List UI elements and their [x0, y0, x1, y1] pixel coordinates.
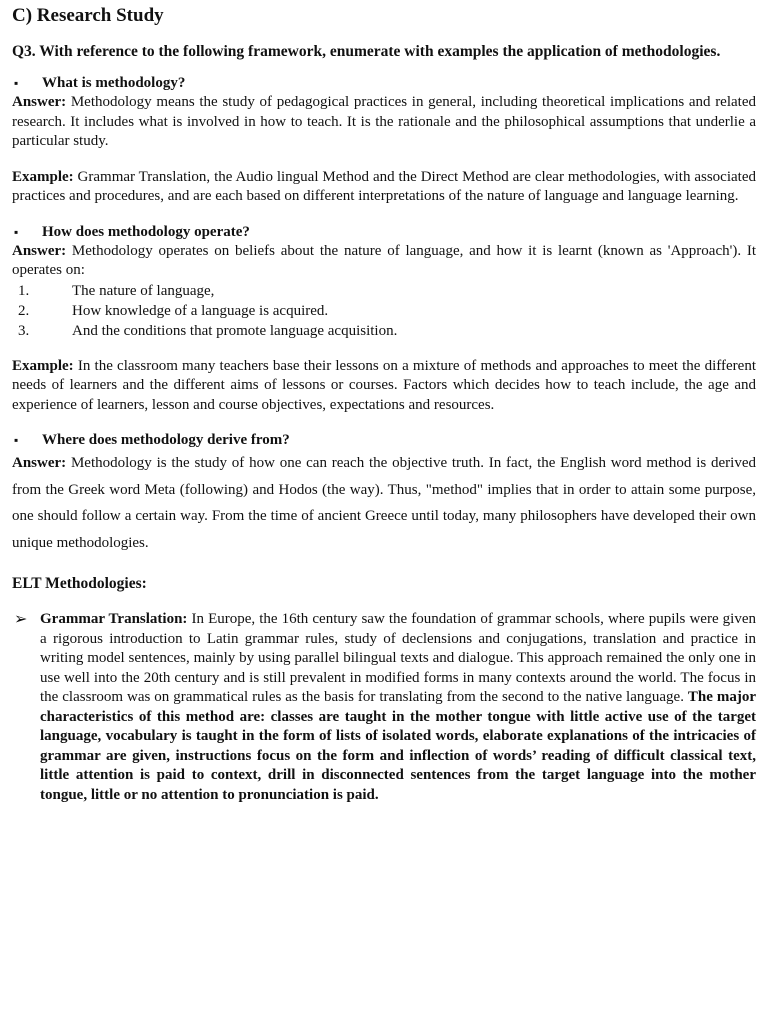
list-item	[12, 321, 756, 341]
list-item	[12, 301, 756, 321]
grammar-translation-paragraph	[40, 610, 756, 805]
answer-text: Methodology operates on beliefs about the nature of language, and how it is learnt (known as 'Approach'). It operates on:	[12, 242, 756, 278]
list-item	[12, 281, 756, 301]
list-text: And the conditions that promote language acquisition.	[72, 322, 398, 339]
grammar-translation-text: In Europe, the 16th century saw the foundation of grammar schools, where pupils were given a rigorous introduction to Latin grammar rules, study of declensions and conjugations, translation and practice in writing model sentences, mainly by using parallel bilingual texts and dialogue. This approach remained the only one in use well into the 20th century and is still prevalent in modified forms in many contexts around the world. The focus in the classroom was on grammatical rules as the basis for translating from the second to the native language.	[40, 611, 757, 705]
grammar-translation-characteristics: The major characteristics of this method are: classes are taught in the mother tongue with little active use of the target language, vocabulary is taught in the form of lists of isolated words, elaborate explanations of the intricacies of grammar are given, instructions focus on the form and inflection of words’ reading of difficult classical text, little attention is paid to context, drill in disconnected sentences from the target language into the mother tongue, little or no attention to pronunciation is paid.	[40, 689, 756, 803]
list-number: 1.	[18, 282, 30, 299]
square-bullet-icon: ▪	[14, 433, 19, 447]
list-number: 2.	[18, 302, 30, 319]
answer-text: Methodology is the study of how one can reach the objective truth. In fact, the English word method is derived from the Greek word Meta (following) and Hodos (the way). Thus, "method" implies that in order to attain some purpose, one should follow a certain way. From the time of ancient Greece until today, many philosophers have developed their own unique methodologies.	[12, 455, 756, 551]
square-bullet-icon: ▪	[14, 224, 19, 239]
list-text: The nature of language,	[72, 282, 215, 299]
list-number: 3.	[18, 322, 30, 339]
heading-text: Where does methodology derive from?	[42, 432, 290, 448]
answer-label: Answer:	[12, 94, 67, 110]
example-label: Example:	[12, 357, 74, 374]
example-label: Example:	[12, 168, 74, 185]
grammar-translation-item	[12, 610, 756, 805]
list-text: How knowledge of a language is acquired.	[72, 302, 329, 319]
grammar-translation-label: Grammar Translation:	[40, 611, 188, 627]
section-title: C) Research Study	[12, 5, 164, 26]
example-paragraph	[12, 168, 756, 207]
elt-methodologies-heading: ELT Methodologies:	[12, 575, 147, 592]
example-text: In the classroom many teachers base their lessons on a mixture of methods and approaches to meet the different needs of learners and the different aims of lessons or courses. Factors which decides how to teach include, the age and experience of learners, lesson and course objectives, expectations and resources.	[12, 357, 756, 413]
answer-paragraph	[12, 93, 756, 152]
heading-text: What is methodology?	[42, 75, 186, 91]
arrow-bullet-icon: ➢	[14, 611, 28, 628]
bullet-heading-where	[12, 431, 756, 450]
bullet-heading-what	[12, 74, 756, 93]
question-heading: Q3. With reference to the following framework, enumerate with examples the application of methodologies.	[12, 43, 721, 60]
numbered-list	[12, 281, 756, 341]
answer-paragraph	[12, 450, 756, 556]
square-bullet-icon: ▪	[14, 76, 19, 90]
bullet-heading-how	[12, 223, 756, 242]
answer-label: Answer:	[12, 455, 67, 471]
answer-paragraph	[12, 242, 756, 281]
example-text: Grammar Translation, the Audio lingual Method and the Direct Method are clear methodologies, with associated practices and procedures, and are each based on different interpretations of the nature of language and language learning.	[12, 168, 756, 204]
heading-text: How does methodology operate?	[42, 223, 250, 240]
answer-label: Answer:	[12, 242, 67, 259]
answer-text: Methodology means the study of pedagogical practices in general, including theoretical implications and related research. It includes what is involved in how to teach. It is the rationale and the philosophical assumptions that underlie a particular study.	[12, 94, 756, 149]
example-paragraph	[12, 357, 756, 416]
